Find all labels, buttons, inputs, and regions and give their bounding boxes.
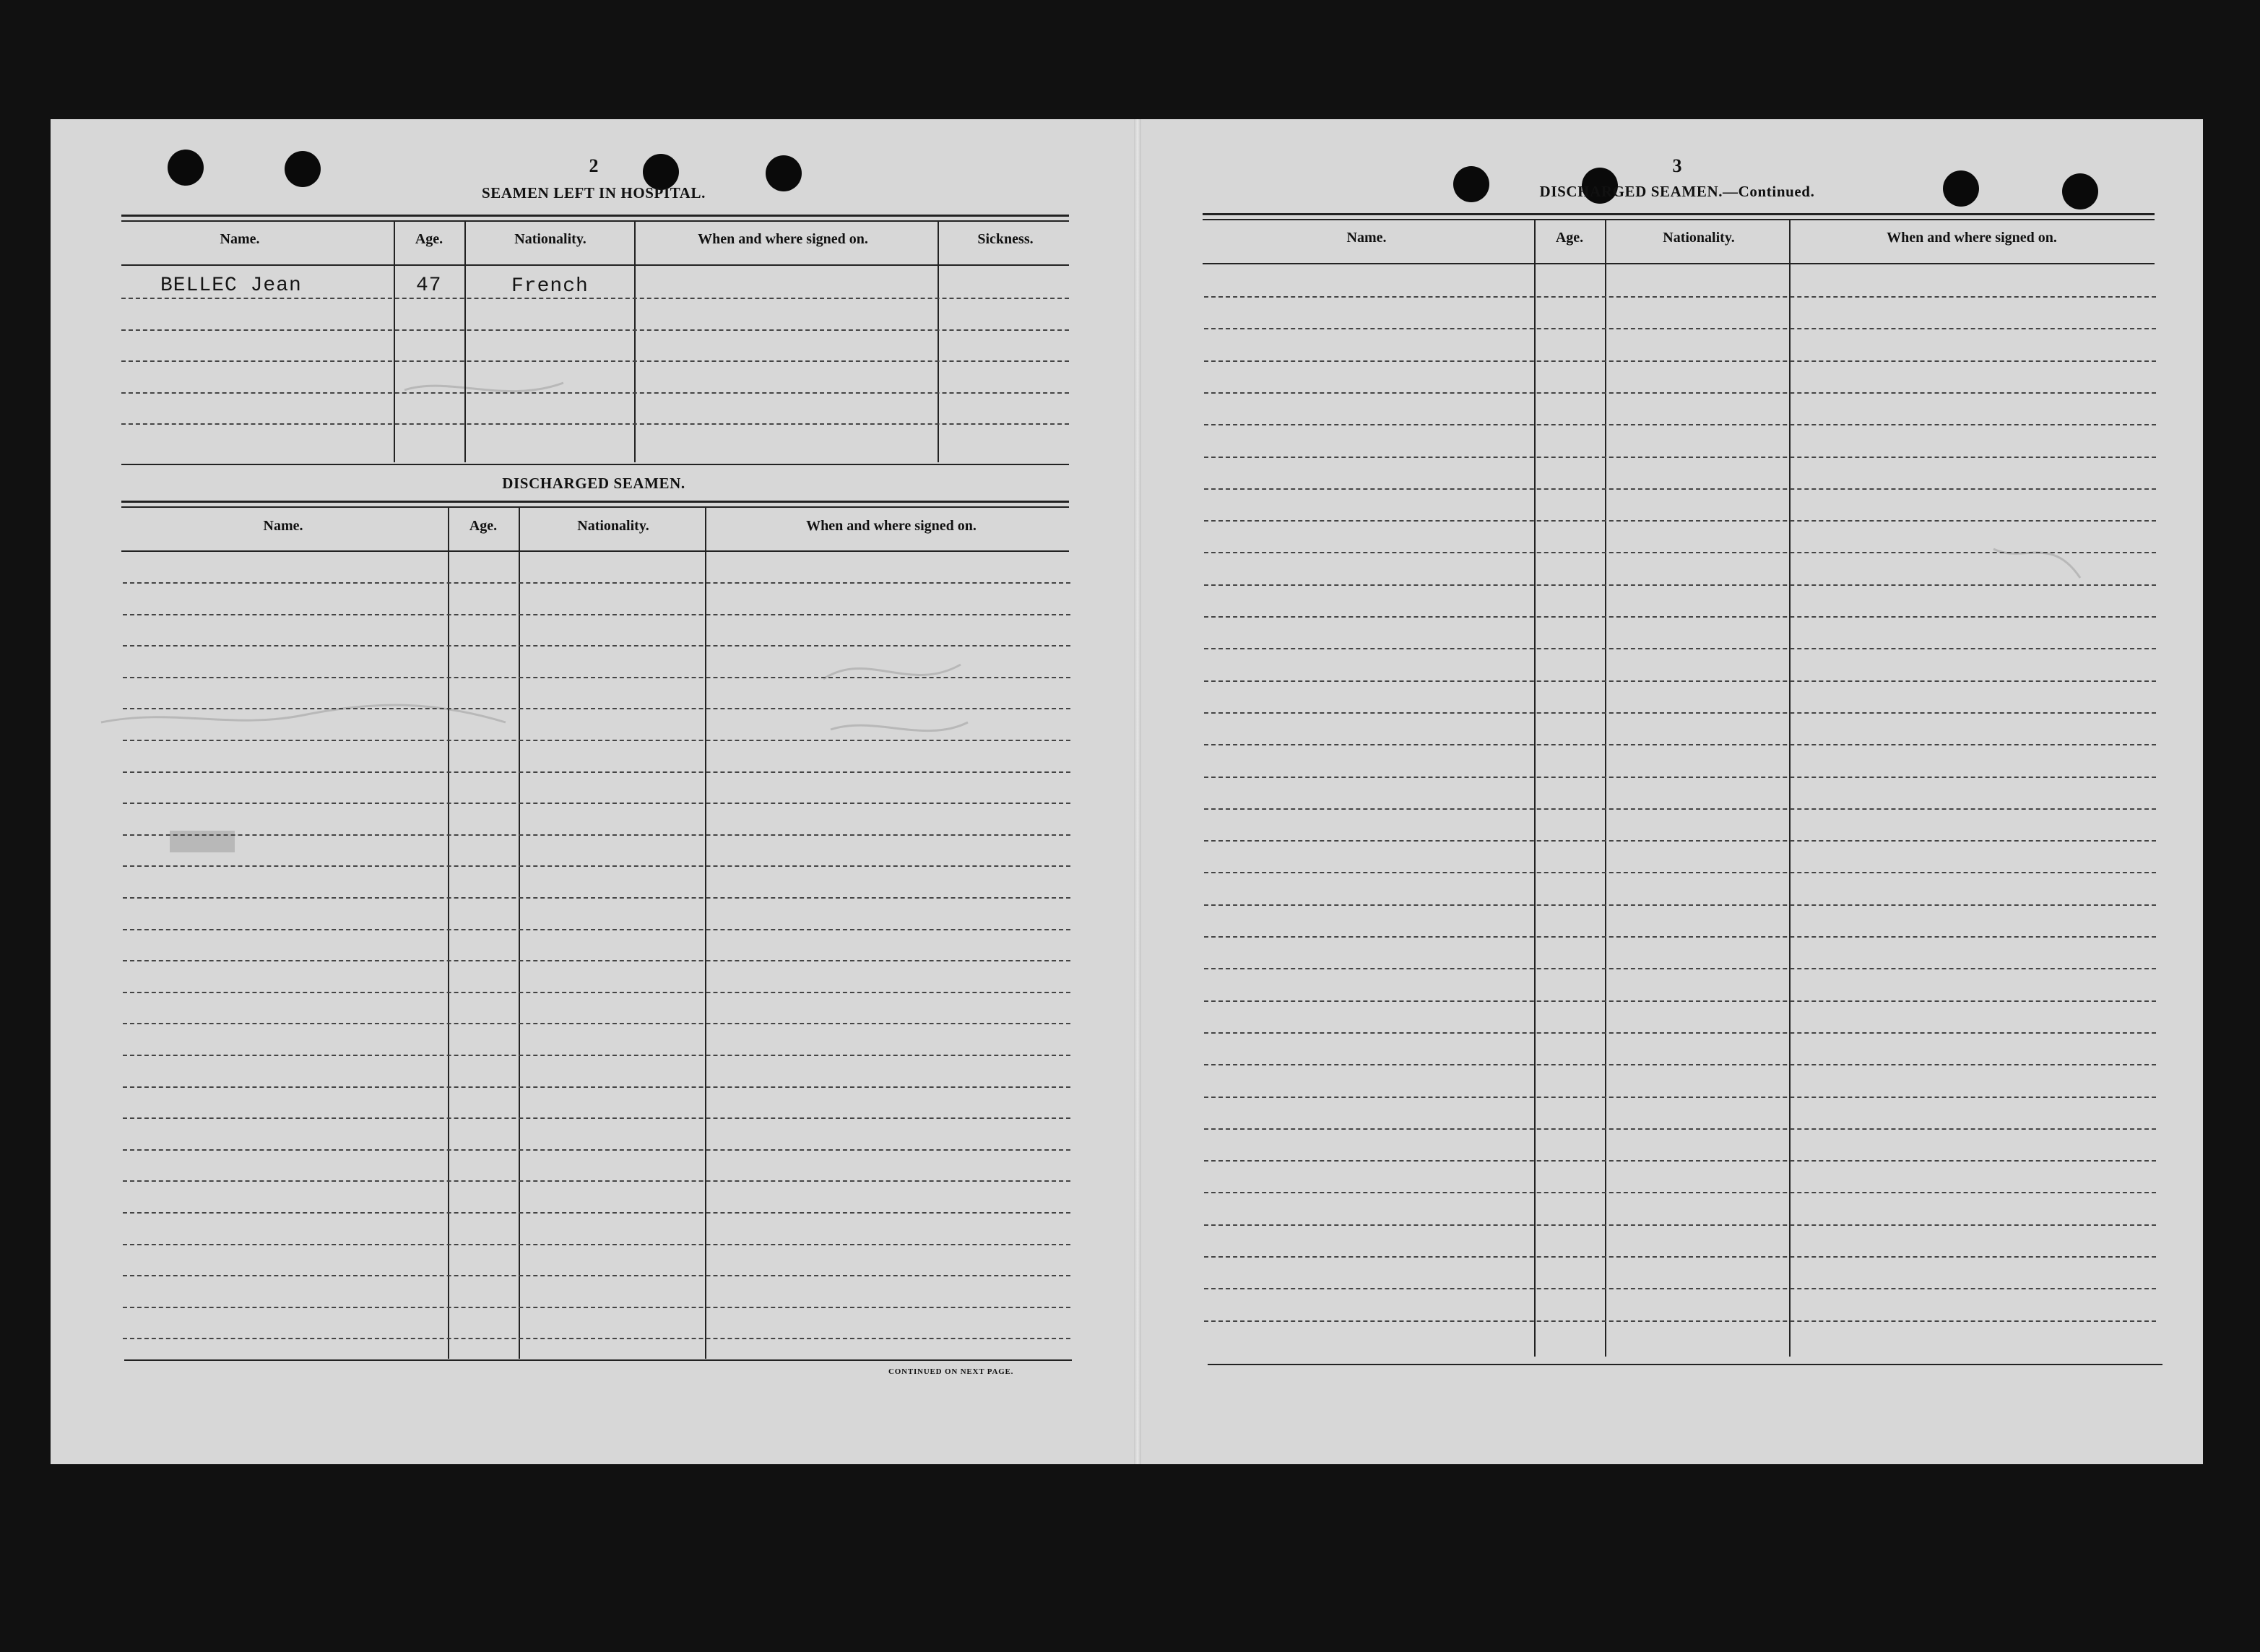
ruled-line — [1204, 488, 2156, 490]
center-fold — [1134, 119, 1141, 1464]
ruled-line — [1204, 936, 2156, 938]
hospital-col-divider — [634, 220, 636, 462]
ruled-line — [1204, 1160, 2156, 1162]
punch-hole — [168, 150, 204, 186]
hospital-row-name: BELLEC Jean — [160, 274, 302, 297]
ruled-line — [123, 960, 1070, 961]
ruled-line — [123, 992, 1070, 993]
ruled-line — [1204, 777, 2156, 778]
ruled-line — [1204, 904, 2156, 906]
ruled-line — [1204, 808, 2156, 810]
ruled-line — [123, 1307, 1070, 1308]
discharged-col-divider — [705, 506, 706, 1359]
hospital-col-name: Name. — [220, 231, 260, 247]
ruled-line — [1204, 648, 2156, 649]
ruled-line — [1204, 584, 2156, 586]
ruled-line — [1204, 1320, 2156, 1322]
right-top-rule — [1203, 213, 2155, 215]
ruled-line — [123, 803, 1070, 804]
discharged-continued-title: DISCHARGED SEAMEN.—Continued. — [1539, 183, 1815, 200]
right-col-signed-on: When and where signed on. — [1887, 230, 2057, 246]
hospital-col-divider — [464, 220, 466, 462]
ruled-line — [1204, 1192, 2156, 1193]
hospital-col-divider — [394, 220, 395, 462]
ruled-line — [123, 1086, 1070, 1088]
ruled-line — [121, 392, 1069, 394]
ruled-line — [1204, 680, 2156, 682]
ruled-line — [123, 645, 1070, 646]
ruled-line — [123, 1055, 1070, 1056]
ruled-line — [123, 1212, 1070, 1214]
ruled-line — [1204, 328, 2156, 329]
ruled-line — [1204, 968, 2156, 969]
punch-hole — [766, 155, 802, 191]
punch-hole — [2062, 173, 2098, 209]
hospital-col-divider — [938, 220, 939, 462]
discharged-top-rule — [121, 501, 1069, 503]
hospital-col-sickness: Sickness. — [977, 231, 1034, 247]
discharged-top-rule-inner — [121, 506, 1069, 508]
ruled-line — [1204, 392, 2156, 394]
document-sheet — [51, 119, 2203, 1464]
ruled-line — [121, 329, 1069, 331]
ruled-line — [1204, 1288, 2156, 1289]
ruled-line — [1204, 1097, 2156, 1098]
discharged-col-name: Name. — [263, 518, 303, 534]
discharged-col-nationality: Nationality. — [577, 518, 649, 534]
ruled-line — [1204, 1064, 2156, 1065]
punch-hole — [1943, 170, 1979, 207]
ruled-line — [1204, 744, 2156, 745]
ruled-line — [121, 423, 1069, 425]
ruled-line — [123, 614, 1070, 615]
continued-note: CONTINUED ON NEXT PAGE. — [888, 1367, 1014, 1376]
ruled-line — [1204, 616, 2156, 618]
discharged-bottom-rule — [124, 1359, 1072, 1361]
ruled-line — [123, 1117, 1070, 1119]
page-number-right: 3 — [1672, 155, 1682, 176]
right-col-nationality: Nationality. — [1663, 230, 1735, 246]
hospital-top-rule-inner — [121, 220, 1069, 222]
punch-hole — [285, 151, 321, 187]
right-col-age: Age. — [1555, 230, 1584, 246]
ruled-line — [123, 865, 1070, 867]
ruled-line — [121, 298, 1069, 299]
ruled-line — [1204, 520, 2156, 522]
ruled-line — [1204, 872, 2156, 873]
ruled-line — [1204, 1000, 2156, 1002]
ruled-line — [1204, 552, 2156, 553]
hospital-top-rule — [121, 215, 1069, 217]
page-number-left: 2 — [589, 155, 599, 176]
ruled-line — [123, 1180, 1070, 1182]
punch-hole — [1453, 166, 1489, 202]
ruled-line — [1204, 1032, 2156, 1034]
ruled-line — [123, 582, 1070, 584]
ruled-line — [123, 929, 1070, 930]
ruled-line — [123, 771, 1070, 773]
hospital-section-title: SEAMEN LEFT IN HOSPITAL. — [481, 184, 706, 202]
ruled-line — [123, 677, 1070, 678]
ruled-line — [1204, 1224, 2156, 1226]
ruled-line — [123, 834, 1070, 836]
ruled-line — [121, 360, 1069, 362]
ruled-line — [123, 897, 1070, 899]
ruled-line — [1204, 712, 2156, 714]
ruled-line — [123, 708, 1070, 709]
discharged-col-signed-on: When and where signed on. — [806, 518, 977, 534]
hospital-bottom-rule — [121, 464, 1069, 465]
ruled-line — [1204, 360, 2156, 362]
discharged-section-title: DISCHARGED SEAMEN. — [502, 475, 685, 492]
right-col-divider — [1789, 219, 1791, 1357]
ruled-line — [1204, 457, 2156, 458]
right-col-divider — [1534, 219, 1536, 1357]
ruled-line — [123, 1149, 1070, 1151]
hospital-row-nationality: French — [511, 275, 589, 298]
discharged-header-rule — [121, 550, 446, 552]
hospital-col-signed-on: When and where signed on. — [698, 231, 868, 247]
hospital-col-nationality: Nationality. — [514, 231, 586, 247]
ruled-line — [123, 1338, 1070, 1339]
ruled-line — [123, 1023, 1070, 1024]
hospital-row-age: 47 — [416, 274, 442, 297]
discharged-col-age: Age. — [469, 518, 498, 534]
ruled-line — [123, 1244, 1070, 1245]
ruled-line — [1204, 296, 2156, 298]
ruled-line — [1204, 424, 2156, 425]
ruled-line — [1204, 1256, 2156, 1258]
discharged-col-divider — [519, 506, 520, 1359]
right-bottom-rule — [1208, 1364, 2162, 1365]
discharged-col-divider — [448, 506, 449, 1359]
right-col-divider — [1605, 219, 1606, 1357]
discharged-header-rule — [446, 550, 1069, 552]
right-col-name: Name. — [1346, 230, 1387, 246]
ruled-line — [1204, 840, 2156, 842]
hospital-col-age: Age. — [415, 231, 443, 247]
right-header-rule — [1203, 263, 2155, 264]
right-top-rule-inner — [1203, 219, 2155, 220]
ruled-line — [1204, 1128, 2156, 1130]
ruled-line — [123, 1275, 1070, 1276]
ruled-line — [123, 740, 1070, 741]
hospital-header-rule — [121, 264, 1069, 266]
